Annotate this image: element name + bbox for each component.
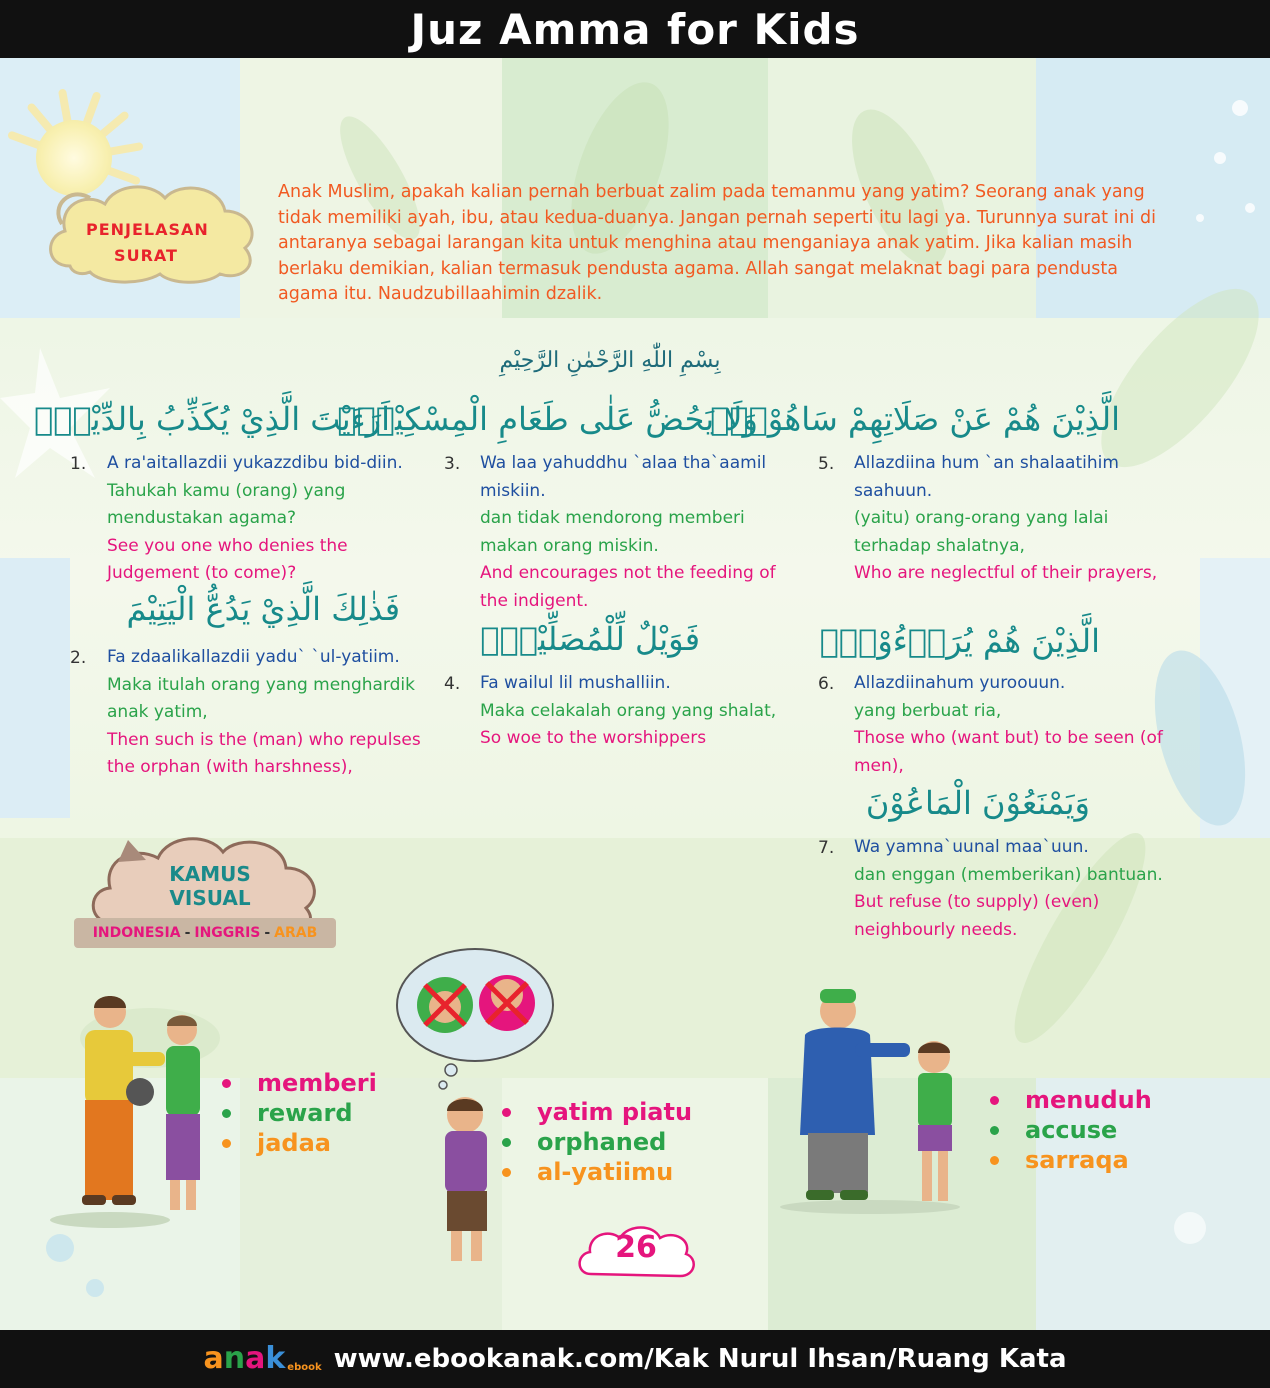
vocab-1-arabic: jadaa [257, 1129, 331, 1157]
verse-4 [480, 670, 790, 753]
kamus-lang-indonesia: INDONESIA [92, 925, 181, 941]
bullet-icon [222, 1079, 231, 1088]
bullet-icon [222, 1139, 231, 1148]
vocab-3-indonesian: menuduh [1025, 1086, 1152, 1114]
kamus-line2: VISUAL [169, 886, 251, 910]
penjelasan-badge-line1: PENJELASAN [86, 220, 209, 239]
verse-2 [107, 644, 427, 782]
verse-4-number: 4. [444, 674, 461, 694]
verse-1-arabic: اَرَءَيْتَ الَّذِيْ يُكَذِّبُ بِالدِّيْنِۗ [34, 400, 390, 438]
footer-url[interactable]: www.ebookanak.com/Kak Nurul Ihsan/Ruang Kata [333, 1344, 1067, 1374]
bullet-icon [990, 1126, 999, 1135]
verse-7-latin: Wa yamna`uunal maa`uun. [854, 837, 1089, 857]
kamus-sep-1: - [184, 925, 191, 941]
verse-1-number: 1. [70, 454, 87, 474]
kamus-lang-inggris: INGGRIS [194, 925, 261, 941]
bismillah: بِسْمِ اللّٰهِ الرَّحْمٰنِ الرَّحِيْمِ [499, 348, 721, 373]
logo-letter: n [223, 1341, 246, 1376]
verse-7-indonesian: dan enggan (memberikan) bantuan. [854, 864, 1163, 885]
page-header [0, 0, 1270, 58]
verse-1-latin: A ra'aitallazdii yukazzdibu bid-diin. [107, 453, 403, 473]
verse-5 [854, 450, 1164, 588]
verse-4-arabic: فَوَيْلٌ لِّلْمُصَلِّيْنَۙ [480, 620, 700, 658]
vocab-3-arabic: sarraqa [1025, 1146, 1129, 1174]
vocab-2-english: orphaned [537, 1128, 667, 1156]
vocab-1-indonesian: memberi [257, 1069, 377, 1097]
logo-letter: a [245, 1341, 266, 1376]
verse-2-latin: Fa zdaalikallazdii yadu` `ul-yatiim. [107, 647, 400, 667]
verse-2-indonesian: Maka itulah orang yang menghardik anak yatim, [107, 674, 415, 722]
vocab-2 [502, 1097, 692, 1187]
bullet-icon [502, 1108, 511, 1117]
logo-small-text: ebook [287, 1362, 322, 1373]
verse-6 [854, 670, 1164, 780]
verse-5-indonesian: (yaitu) orang-orang yang lalai terhadap shalatnya, [854, 508, 1109, 556]
kamus-lang-arab: ARAB [274, 925, 318, 941]
vocab-2-arabic: al-yatiimu [537, 1158, 674, 1186]
penjelasan-badge-line2: SURAT [114, 246, 178, 265]
verse-7 [854, 834, 1164, 944]
verse-1 [107, 450, 427, 588]
bullet-icon [990, 1156, 999, 1165]
vocab-3-english: accuse [1025, 1116, 1118, 1144]
verse-6-arabic: الَّذِيْنَ هُمْ يُرَاۤءُوْنَۙ [819, 622, 1100, 660]
verse-5-arabic: الَّذِيْنَ هُمْ عَنْ صَلَاتِهِمْ سَاهُوْنَۙ [710, 400, 1120, 438]
verse-7-number: 7. [818, 838, 835, 858]
verse-5-number: 5. [818, 454, 835, 474]
verse-1-english: See you one who denies the Judgement (to come)? [107, 535, 348, 583]
verse-3-number: 3. [444, 454, 461, 474]
verse-3-arabic: وَلَا يَحُضُّ عَلٰى طَعَامِ الْمِسْكِيْنِۗ [337, 400, 758, 438]
bullet-icon [222, 1109, 231, 1118]
logo-letter: k [265, 1341, 286, 1376]
verse-4-latin: Fa wailul lil mushalliin. [480, 673, 671, 693]
verse-2-number: 2. [70, 648, 87, 668]
verse-3-latin: Wa laa yahuddhu `alaa tha`aamil miskiin. [480, 453, 767, 501]
giving-illustration [30, 990, 220, 1230]
kamus-line1: KAMUS [169, 862, 251, 886]
kamus-sep-2: - [264, 925, 271, 941]
penjelasan-text: Anak Muslim, apakah kalian pernah berbuat zalim pada temanmu yang yatim? Seorang anak yang tidak memiliki ayah, ibu, atau kedua-duanya. Jangan pernah seperti itu lagi ya. Turunnya surat ini di antaranya sebagai larangan kita untuk menghina atau menganiaya anak yatim. Jika kalian masih berlaku demikian, kalian termasuk pendusta agama. Allah sangat melaknat bagi para pendusta agama itu. Naudzubillaahimin dzalik. [278, 182, 1156, 304]
verse-5-latin: Allazdiina hum `an shalaatihim saahuun. [854, 453, 1119, 501]
verse-6-english: Those who (want but) to be seen (of men), [854, 728, 1163, 776]
vocab-2-indonesian: yatim piatu [537, 1098, 693, 1126]
verse-6-latin: Allazdiinahum yuroouun. [854, 673, 1066, 693]
verse-7-arabic: وَيَمْنَعُوْنَ الْمَاعُوْنَ [865, 784, 1090, 822]
page-title: Juz Amma for Kids [410, 4, 860, 54]
verse-4-english: So woe to the worshippers [480, 728, 707, 748]
verse-1-indonesian: Tahukah kamu (orang) yang mendustakan agama? [107, 480, 346, 528]
verse-3-indonesian: dan tidak mendorong memberi makan orang miskin. [480, 508, 745, 556]
bullet-icon [990, 1096, 999, 1105]
verse-6-indonesian: yang berbuat ria, [854, 700, 1002, 721]
verse-6-number: 6. [818, 674, 835, 694]
kamus-languages [74, 918, 336, 948]
vocab-1 [222, 1068, 377, 1158]
logo-letter: a [203, 1341, 224, 1376]
vocab-1-english: reward [257, 1099, 353, 1127]
page-footer [0, 1330, 1270, 1388]
verse-3 [480, 450, 790, 615]
accusing-illustration [770, 985, 970, 1215]
verse-7-english: But refuse (to supply) (even) neighbourly needs. [854, 892, 1100, 940]
verse-2-arabic: فَذٰلِكَ الَّذِيْ يَدُعُّ الْيَتِيْمَ [126, 590, 400, 628]
bullet-icon [502, 1168, 511, 1177]
verse-5-english: Who are neglectful of their prayers, [854, 563, 1158, 583]
verse-2-english: Then such is the (man) who repulses the orphan (with harshness), [107, 729, 421, 777]
page-number: 26 [615, 1230, 657, 1265]
ebookanak-logo [203, 1341, 322, 1376]
bullet-icon [502, 1138, 511, 1147]
verse-4-indonesian: Maka celakalah orang yang shalat, [480, 700, 777, 721]
verse-3-english: And encourages not the feeding of the indigent. [480, 563, 776, 611]
vocab-3 [990, 1085, 1152, 1175]
